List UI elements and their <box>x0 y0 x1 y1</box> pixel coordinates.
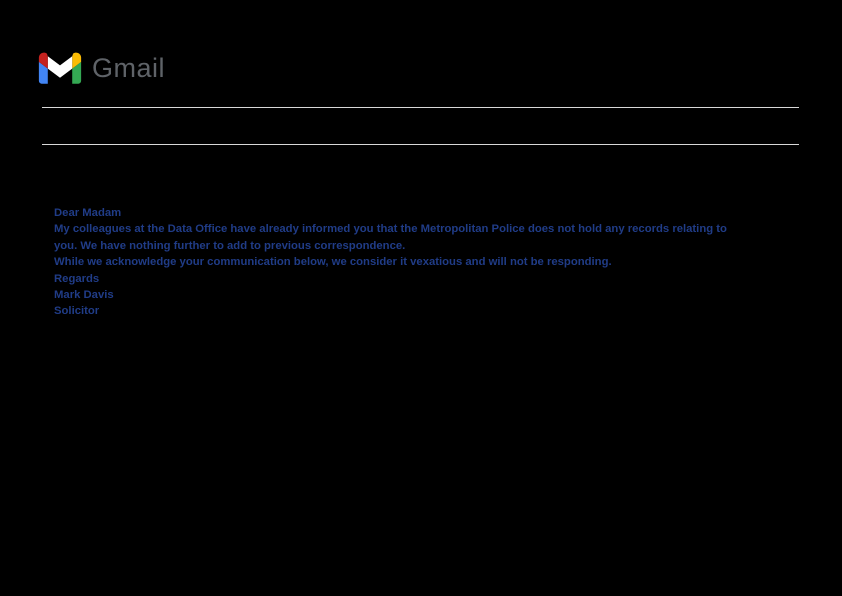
email-paragraph-1-line-2: you. We have nothing further to add to previous correspondence. <box>54 239 406 252</box>
email-paragraph-1 <box>54 221 784 254</box>
header-divider-top <box>42 107 799 108</box>
email-sender-name: Mark Davis <box>54 288 114 301</box>
gmail-m-icon <box>38 52 82 85</box>
email-body <box>54 205 784 320</box>
gmail-wordmark: Gmail <box>92 53 166 83</box>
email-salutation: Dear Madam <box>54 207 122 219</box>
email-paragraph-2: While we acknowledge your communication below, we consider it vexatious and will not be responding. <box>54 256 612 269</box>
email-paragraph-1-line-1: My colleagues at the Data Office have already informed you that the Metropolitan Police does not hold any records relating to <box>54 223 727 236</box>
email-sender-title: Solicitor <box>54 305 100 318</box>
header-divider-bottom <box>42 144 799 145</box>
gmail-brand <box>38 52 165 85</box>
email-closing: Regards <box>54 272 100 285</box>
